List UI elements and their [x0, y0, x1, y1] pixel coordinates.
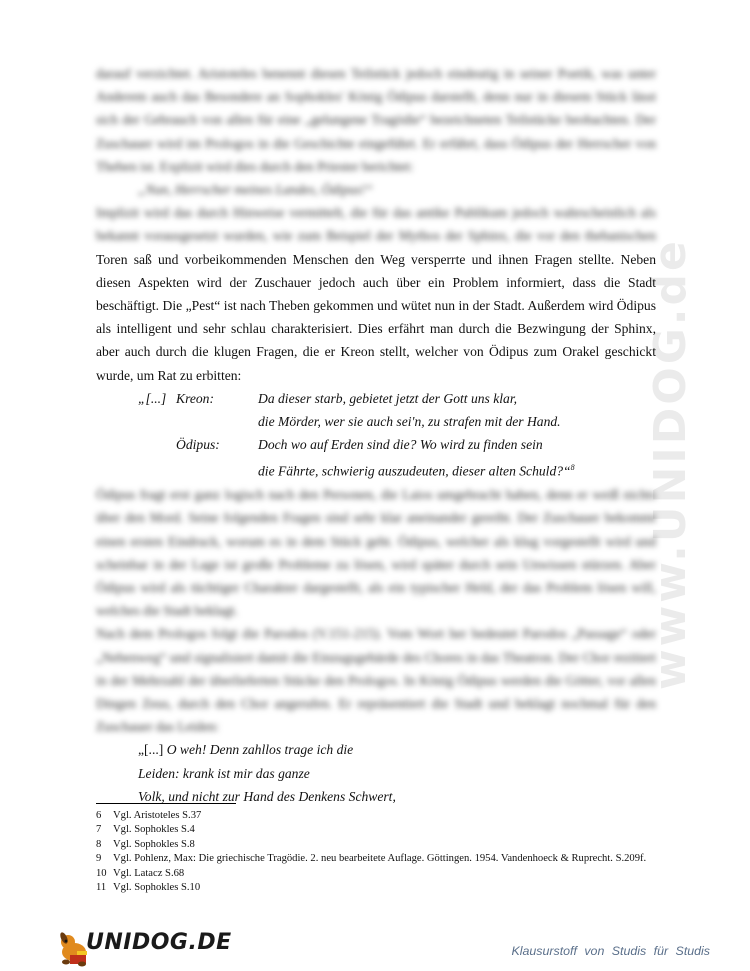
footnote: 10 Vgl. Latacz S.68 [96, 867, 185, 879]
footnote: 8 Vgl. Sophokles S.8 [96, 838, 195, 850]
paragraph-1-blurred: darauf verzichtet. Aristoteles benennt diesen Teilstück jedoch eindeutig in seiner Poetik, was unter Anderem auch das Besondere an Sophokles' König Ödipus darstellt, denn nur in diesem Stück lässt sich der Gebrauch von allen für eine „gelungene Tragödie“ bezeichneten Teilstücke beobachten. Der Zuschauer wird im Prologos in die Geschichte eingeführt. Er erfährt, dass Ödipus der Herrscher von Theben ist. Explizit wird dies durch den Priester berichtet: [96, 66, 656, 174]
quote-1-blurred: „Nun, Herrscher meines Landes, Ödipus!“ [138, 182, 373, 198]
chorus-line-1: „[...] O weh! Denn zahllos trage ich die [138, 742, 354, 758]
footnote: 6 Vgl. Aristoteles S.37 [96, 810, 202, 821]
verse-quote [96, 387, 656, 483]
paragraph-2-visible: Toren saß und vorbeikommenden Menschen den Weg versperrte und ihnen Fragen stellte. Neben diesen Aspekten wird der Zuschauer jedoch auch über ein Problem informiert, dass die Stadt beschäftigt. Die „Pest“ ist nach Theben gekommen und wütet nun in der Stadt. Außerdem wird Ödipus als intelligent und sehr schlau charakterisiert. Dies erfährt man durch die Bezwingung der Sphinx, aber auch durch die klugen Fragen, die er Kreon stellt, welcher von Ödipus zum Orakel geschickt wurde, um Rat zu erbitten: [96, 251, 656, 383]
paragraph-3-blurred: Ödipus fragt erst ganz logisch nach den Personen, die Laios umgebracht haben, denn er weiß nichts über den Mord. Seine folgenden Fragen sind sehr klar aneinander gereiht. Der Zuschauer bekommt einen ersten Eindruck, worum es in dem Stück geht. Ödipus, welcher als klug vorgestellt wird und scheinbar in der Lage ist große Probleme zu lösen, wird später durch sein Unwissen stürzen. Aber Ödipus wird als tüchtiger Charakter dargestellt, als ein typischer Held, der das Problem lösen will, welches die Stadt beklagt. [96, 487, 656, 619]
chorus-line-3: Volk, und nicht zur Hand des Denkens Schwert, [138, 788, 396, 804]
verse-line-4: die Fährte, schwierig auszudeuten, dieser alten Schuld?“$^8$ [258, 463, 575, 479]
footnote: 11 Vgl. Sophokles S.10 [96, 882, 201, 894]
paragraph-4-blurred: Nach dem Prologos folgt die Parodos (V.151-215). Vom Wort her bedeutet Parodos „Passage“ oder „Nebenweg“ und signalisiert damit die Einzugsgebärde des Chores in das Theatron. Der Chor rezitiert in der Mehrzahl der überlieferten Stücke den Prologos. In König Ödipus werden die Götter, vor allen Dingen Zeus, durch den Chor angerufen. Er repräsentiert die Stadt und beklagt nochmal für den Zuschauer das Leiden: [96, 626, 656, 735]
brand-tagline: Klausurstoff von Studis für Studis [511, 944, 710, 958]
paragraph-2-blurred: Implizit wird das durch Hinweise vermittelt, die für das antike Publikum jedoch wahrscheinlich als bekannt vorausgesetzt wurden, wie zum Beispiel der Mythos der Sphinx, die vor den thebanischen [96, 205, 656, 244]
main-text [96, 62, 656, 808]
verse-open: „[...] [138, 390, 167, 406]
footnote: 7 Vgl. Sophokles S.4 [96, 824, 195, 836]
chorus-quote [96, 738, 656, 808]
verse-speaker-kreon: Kreon: [176, 390, 215, 406]
footnote-ref-8: 8 [570, 463, 575, 473]
chorus-line-2: Leiden: krank ist mir das ganze [138, 765, 310, 781]
footnote-separator [96, 803, 236, 804]
verse-speaker-oedipus: Ödipus: [176, 437, 220, 453]
verse-line-1: Da dieser starb, gebietet jetzt der Gott uns klar, [258, 390, 518, 406]
footnotes [96, 809, 656, 895]
watermark: www.UNIDOG.de [645, 238, 696, 690]
verse-line-2: die Mörder, wer sie auch sei'n, zu strafen mit der Hand. [258, 414, 561, 430]
paragraph-2 [96, 201, 656, 387]
footnote: 9 Vgl. Pohlenz, Max: Die griechische Tragödie. 2. neu bearbeitete Auflage. Göttingen. 1954. Vandenhoeck & Ruprecht. S.209f. [96, 853, 647, 865]
brand-logo-text: UNIDOG.DE [86, 930, 232, 955]
verse-line-3: Doch wo auf Erden sind die? Wo wird zu finden sein [258, 437, 543, 453]
